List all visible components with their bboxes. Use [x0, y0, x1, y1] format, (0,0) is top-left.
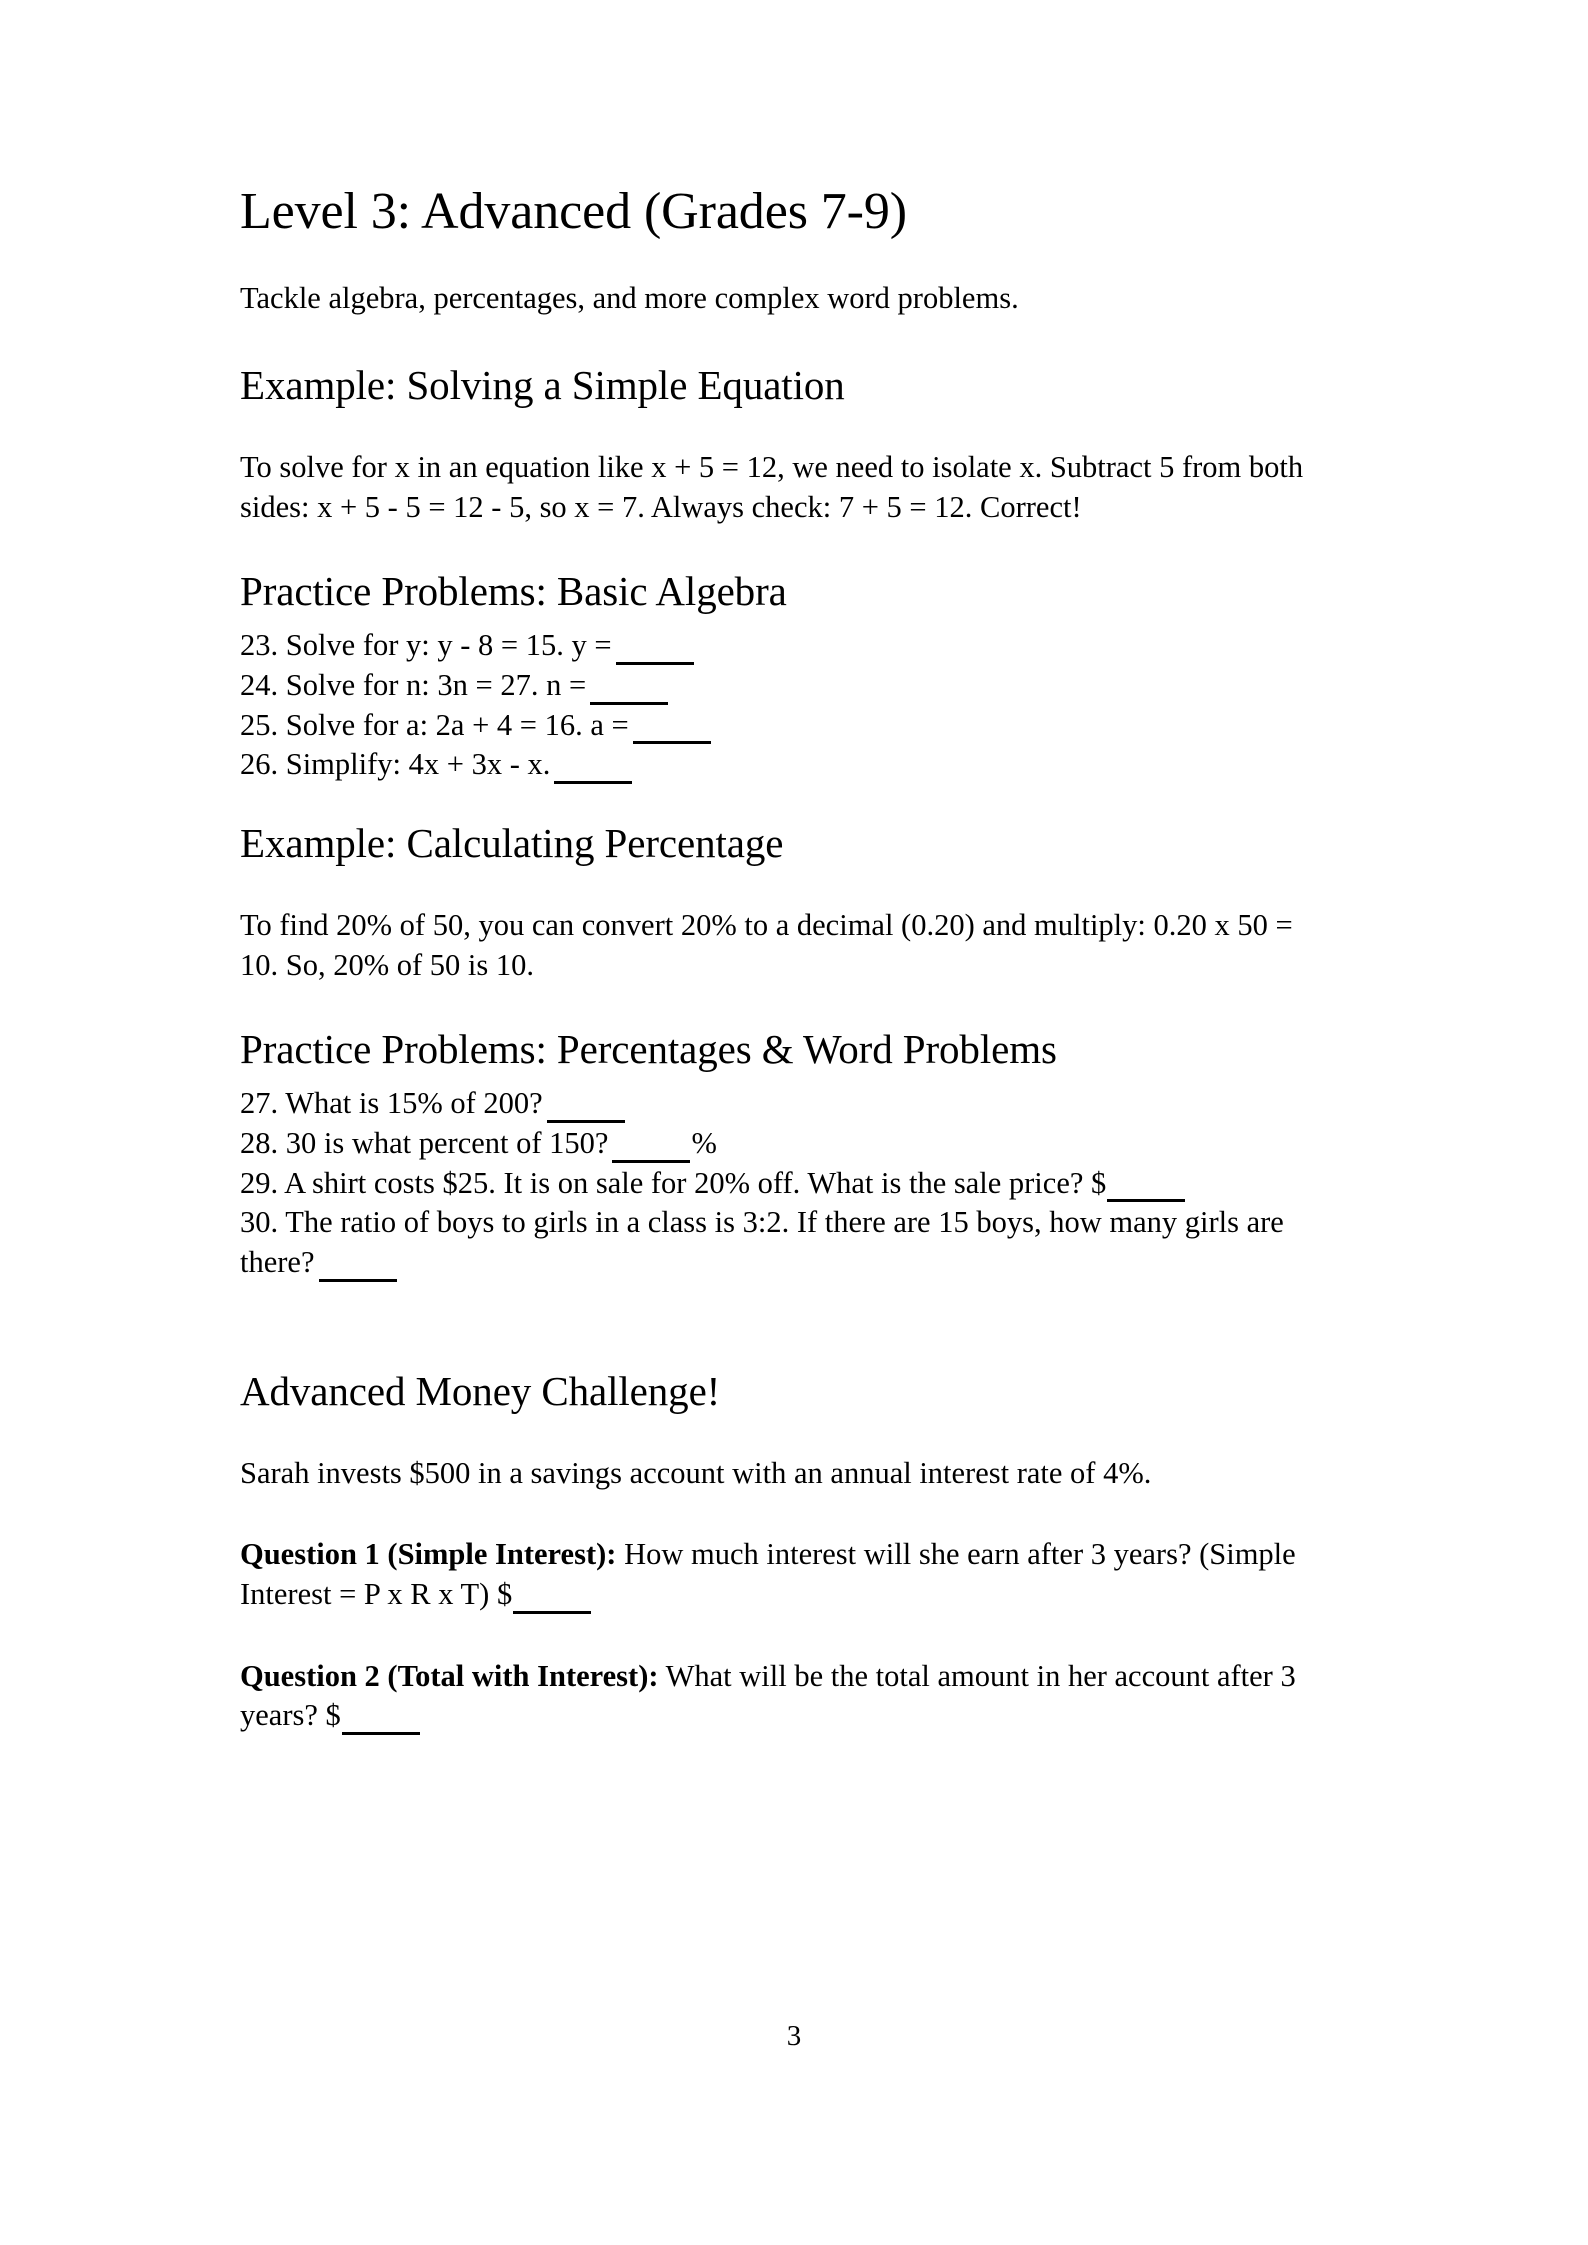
question-1 — [240, 1535, 1335, 1614]
spacer — [240, 240, 1335, 279]
problem-suffix: % — [691, 1125, 717, 1160]
list-item — [240, 745, 1335, 785]
answer-blank[interactable] — [547, 1092, 625, 1123]
problem-text: 23. Solve for y: y - 8 = 15. y = — [240, 628, 612, 663]
answer-blank[interactable] — [319, 1251, 397, 1282]
spacer — [240, 1414, 1335, 1454]
problem-text: 28. 30 is what percent of 150? — [240, 1125, 609, 1160]
question-1-label: Question 1 (Simple Interest): — [240, 1537, 617, 1572]
spacer — [240, 785, 1335, 821]
spacer — [240, 408, 1335, 448]
answer-blank[interactable] — [513, 1583, 591, 1614]
problem-text: 30. The ratio of boys to girls in a class is 3:2. If there are 15 boys, how many girls are there? — [240, 1205, 1284, 1279]
spacer — [240, 985, 1335, 1027]
spacer — [240, 614, 1335, 626]
paragraph-example-equation: To solve for x in an equation like x + 5 = 12, we need to isolate x. Subtract 5 from both sides: x + 5 - 5 = 12 - 5, so x = 7. Always check: 7 + 5 = 12. Correct! — [240, 449, 1304, 524]
spacer — [240, 1283, 1335, 1369]
page-title: Level 3: Advanced (Grades 7-9) — [240, 183, 907, 240]
paragraph-money-scenario: Sarah invests $500 in a savings account with an annual interest rate of 4%. — [240, 1455, 1152, 1490]
list-item — [240, 1164, 1335, 1204]
problem-text: 26. Simplify: 4x + 3x - x. — [240, 747, 551, 782]
spacer — [240, 1493, 1335, 1535]
question-2-text: What will be the total amount in her account after 3 years? $ — [240, 1658, 1296, 1733]
question-1-text: How much interest will she earn after 3 years? (Simple Interest = P x R x T) $ — [240, 1537, 1296, 1611]
intro-paragraph: Tackle algebra, percentages, and more complex word problems. — [240, 281, 1019, 316]
document-body — [240, 184, 1335, 1736]
list-item — [240, 1124, 1335, 1164]
spacer — [240, 319, 1335, 363]
answer-blank[interactable] — [1107, 1171, 1185, 1202]
list-item — [240, 706, 1335, 746]
answer-blank[interactable] — [633, 713, 711, 744]
list-item — [240, 1203, 1335, 1282]
question-2-label: Question 2 (Total with Interest): — [240, 1658, 659, 1693]
answer-blank[interactable] — [612, 1132, 690, 1163]
answer-blank[interactable] — [342, 1704, 420, 1735]
spacer — [240, 527, 1335, 569]
spacer — [240, 1615, 1335, 1657]
spacer — [240, 866, 1335, 906]
heading-example-percentage: Example: Calculating Percentage — [240, 819, 784, 866]
heading-money-challenge: Advanced Money Challenge! — [240, 1367, 721, 1414]
heading-practice-algebra: Practice Problems: Basic Algebra — [240, 568, 787, 615]
problem-text: 27. What is 15% of 200? — [240, 1086, 543, 1121]
problem-text: 25. Solve for a: 2a + 4 = 16. a = — [240, 707, 629, 742]
problem-text: 24. Solve for n: 3n = 27. n = — [240, 667, 587, 702]
question-2 — [240, 1657, 1335, 1736]
spacer — [240, 1072, 1335, 1084]
paragraph-example-percentage: To find 20% of 50, you can convert 20% to a decimal (0.20) and multiply: 0.20 x 50 = 10. So, 20% of 50 is 10. — [240, 907, 1293, 982]
list-item — [240, 626, 1335, 666]
heading-example-equation: Example: Solving a Simple Equation — [240, 361, 845, 408]
heading-practice-percentages: Practice Problems: Percentages & Word Problems — [240, 1026, 1057, 1073]
answer-blank[interactable] — [554, 753, 632, 784]
problem-list-algebra — [240, 626, 1335, 785]
problem-text: 29. A shirt costs $25. It is on sale for 20% off. What is the sale price? $ — [240, 1165, 1107, 1200]
page-number: 3 — [786, 2020, 802, 2052]
list-item — [240, 666, 1335, 706]
answer-blank[interactable] — [590, 674, 668, 705]
answer-blank[interactable] — [616, 634, 694, 665]
problem-list-word-problems — [240, 1084, 1335, 1282]
list-item — [240, 1084, 1335, 1124]
